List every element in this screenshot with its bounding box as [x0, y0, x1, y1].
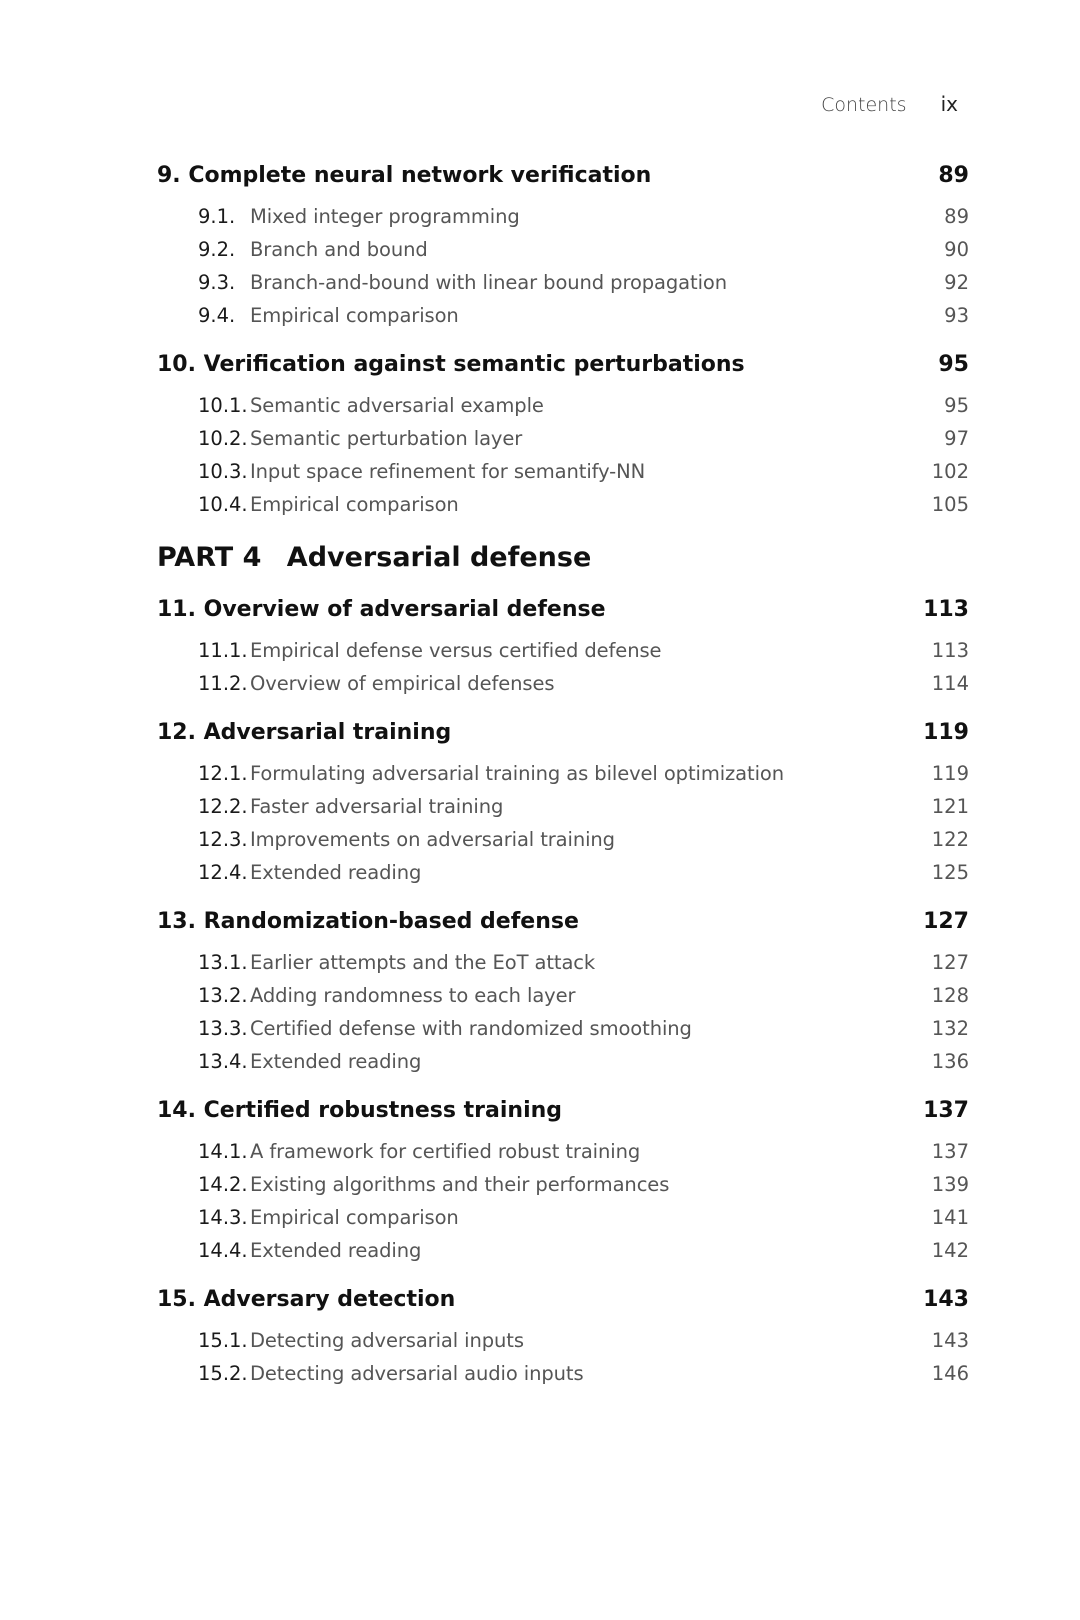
section-entry[interactable]: [157, 299, 969, 332]
section-title: Empirical comparison: [250, 304, 459, 327]
section-entry[interactable]: [157, 757, 969, 790]
section-title: Extended reading: [250, 861, 422, 884]
chapter-title: 11. Overview of adversarial defense: [157, 597, 606, 622]
chapter-10: [157, 347, 969, 521]
section-page: 143: [931, 1329, 969, 1352]
chapter-14: [157, 1093, 969, 1267]
section-entry[interactable]: [157, 790, 969, 823]
chapter-heading[interactable]: [157, 904, 969, 940]
chapter-title: 9. Complete neural network verification: [157, 163, 652, 188]
section-entry[interactable]: [157, 1168, 969, 1201]
section-page: 93: [944, 304, 969, 327]
section-number: 12.4.: [198, 861, 248, 884]
section-entry[interactable]: [157, 266, 969, 299]
chapter-page: 89: [938, 163, 969, 188]
section-entry[interactable]: [157, 422, 969, 455]
section-title: Detecting adversarial inputs: [250, 1329, 524, 1352]
section-page: 125: [931, 861, 969, 884]
section-title: Formulating adversarial training as bilevel optimization: [250, 762, 784, 785]
section-title: Semantic adversarial example: [250, 394, 544, 417]
section-page: 122: [931, 828, 969, 851]
section-page: 132: [931, 1017, 969, 1040]
section-entry[interactable]: [157, 856, 969, 889]
chapter-heading[interactable]: [157, 592, 969, 628]
section-title: Certified defense with randomized smoothing: [250, 1017, 692, 1040]
section-entry[interactable]: [157, 455, 969, 488]
section-title: A framework for certified robust training: [250, 1140, 641, 1163]
section-number: 14.3.: [198, 1206, 248, 1229]
section-list: [157, 1135, 969, 1267]
section-title: Semantic perturbation layer: [250, 427, 523, 450]
section-list: [157, 634, 969, 700]
section-title: Extended reading: [250, 1239, 422, 1262]
section-list: [157, 200, 969, 332]
chapter-page: 119: [923, 720, 969, 745]
chapter-heading[interactable]: [157, 1282, 969, 1318]
section-page: 90: [944, 238, 969, 261]
section-title: Existing algorithms and their performances: [250, 1173, 670, 1196]
section-page: 89: [944, 205, 969, 228]
section-page: 128: [931, 984, 969, 1007]
section-page: 136: [931, 1050, 969, 1073]
section-number: 9.2.: [198, 238, 236, 261]
section-number: 12.3.: [198, 828, 248, 851]
section-number: 15.1.: [198, 1329, 248, 1352]
section-number: 10.1.: [198, 394, 248, 417]
section-entry[interactable]: [157, 1045, 969, 1078]
section-title: Empirical defense versus certified defense: [250, 639, 662, 662]
section-number: 14.2.: [198, 1173, 248, 1196]
section-number: 11.2.: [198, 672, 248, 695]
section-entry[interactable]: [157, 1135, 969, 1168]
section-number: 12.1.: [198, 762, 248, 785]
section-number: 13.2.: [198, 984, 248, 1007]
section-entry[interactable]: [157, 634, 969, 667]
table-of-contents: [157, 158, 969, 1405]
page-number: ix: [940, 92, 958, 116]
section-number: 15.2.: [198, 1362, 248, 1385]
chapter-heading[interactable]: [157, 158, 969, 194]
section-page: 105: [931, 493, 969, 516]
section-number: 9.4.: [198, 304, 236, 327]
section-entry[interactable]: [157, 233, 969, 266]
section-page: 114: [931, 672, 969, 695]
chapter-12: [157, 715, 969, 889]
section-number: 14.4.: [198, 1239, 248, 1262]
chapter-13: [157, 904, 969, 1078]
section-number: 13.3.: [198, 1017, 248, 1040]
chapter-heading[interactable]: [157, 715, 969, 751]
section-title: Branch and bound: [250, 238, 428, 261]
chapter-page: 137: [923, 1098, 969, 1123]
section-title: Earlier attempts and the EoT attack: [250, 951, 596, 974]
section-page: 113: [931, 639, 969, 662]
section-page: 137: [931, 1140, 969, 1163]
section-entry[interactable]: [157, 946, 969, 979]
chapter-page: 127: [923, 909, 969, 934]
chapter-15: [157, 1282, 969, 1390]
running-head-title: Contents: [821, 94, 907, 116]
section-number: 13.4.: [198, 1050, 248, 1073]
section-title: Input space refinement for semantify-NN: [250, 460, 646, 483]
section-entry[interactable]: [157, 979, 969, 1012]
chapter-title: 14. Certified robustness training: [157, 1098, 563, 1123]
section-number: 13.1.: [198, 951, 248, 974]
section-page: 127: [931, 951, 969, 974]
section-page: 142: [931, 1239, 969, 1262]
section-entry[interactable]: [157, 823, 969, 856]
section-page: 119: [931, 762, 969, 785]
section-title: Empirical comparison: [250, 1206, 459, 1229]
chapter-9: [157, 158, 969, 332]
chapter-heading[interactable]: [157, 347, 969, 383]
section-page: 121: [931, 795, 969, 818]
section-number: 12.2.: [198, 795, 248, 818]
part-title: Adversarial defense: [286, 542, 592, 573]
chapter-page: 143: [923, 1287, 969, 1312]
chapter-page: 113: [923, 597, 969, 622]
section-title: Extended reading: [250, 1050, 422, 1073]
section-entry[interactable]: [157, 667, 969, 700]
part-label: PART 4: [157, 542, 262, 573]
section-title: Faster adversarial training: [250, 795, 504, 818]
section-number: 10.2.: [198, 427, 248, 450]
section-number: 14.1.: [198, 1140, 248, 1163]
section-number: 9.1.: [198, 205, 236, 228]
chapter-11: [157, 592, 969, 700]
section-entry[interactable]: [157, 1234, 969, 1267]
section-number: 11.1.: [198, 639, 248, 662]
section-number: 9.3.: [198, 271, 236, 294]
chapter-page: 95: [938, 352, 969, 377]
running-head: [821, 92, 958, 116]
chapter-title: 13. Randomization-based defense: [157, 909, 579, 934]
chapter-heading[interactable]: [157, 1093, 969, 1129]
section-title: Adding randomness to each layer: [250, 984, 576, 1007]
part-heading[interactable]: [157, 536, 969, 580]
section-entry[interactable]: [157, 1201, 969, 1234]
section-page: 102: [931, 460, 969, 483]
section-page: 146: [931, 1362, 969, 1385]
section-entry[interactable]: [157, 1324, 969, 1357]
chapter-title: 10. Verification against semantic perturbations: [157, 352, 745, 377]
section-page: 92: [944, 271, 969, 294]
section-list: [157, 946, 969, 1078]
section-page: 97: [944, 427, 969, 450]
section-title: Overview of empirical defenses: [250, 672, 555, 695]
section-title: Empirical comparison: [250, 493, 459, 516]
section-entry[interactable]: [157, 1357, 969, 1390]
section-entry[interactable]: [157, 488, 969, 521]
section-number: 10.3.: [198, 460, 248, 483]
section-list: [157, 757, 969, 889]
section-title: Mixed integer programming: [250, 205, 520, 228]
section-list: [157, 389, 969, 521]
section-page: 139: [931, 1173, 969, 1196]
section-title: Branch-and-bound with linear bound propagation: [250, 271, 727, 294]
section-title: Detecting adversarial audio inputs: [250, 1362, 584, 1385]
chapter-title: 15. Adversary detection: [157, 1287, 456, 1312]
section-entry[interactable]: [157, 200, 969, 233]
section-title: Improvements on adversarial training: [250, 828, 615, 851]
chapter-title: 12. Adversarial training: [157, 720, 452, 745]
section-list: [157, 1324, 969, 1390]
section-page: 141: [931, 1206, 969, 1229]
section-page: 95: [944, 394, 969, 417]
section-entry[interactable]: [157, 1012, 969, 1045]
section-entry[interactable]: [157, 389, 969, 422]
section-number: 10.4.: [198, 493, 248, 516]
